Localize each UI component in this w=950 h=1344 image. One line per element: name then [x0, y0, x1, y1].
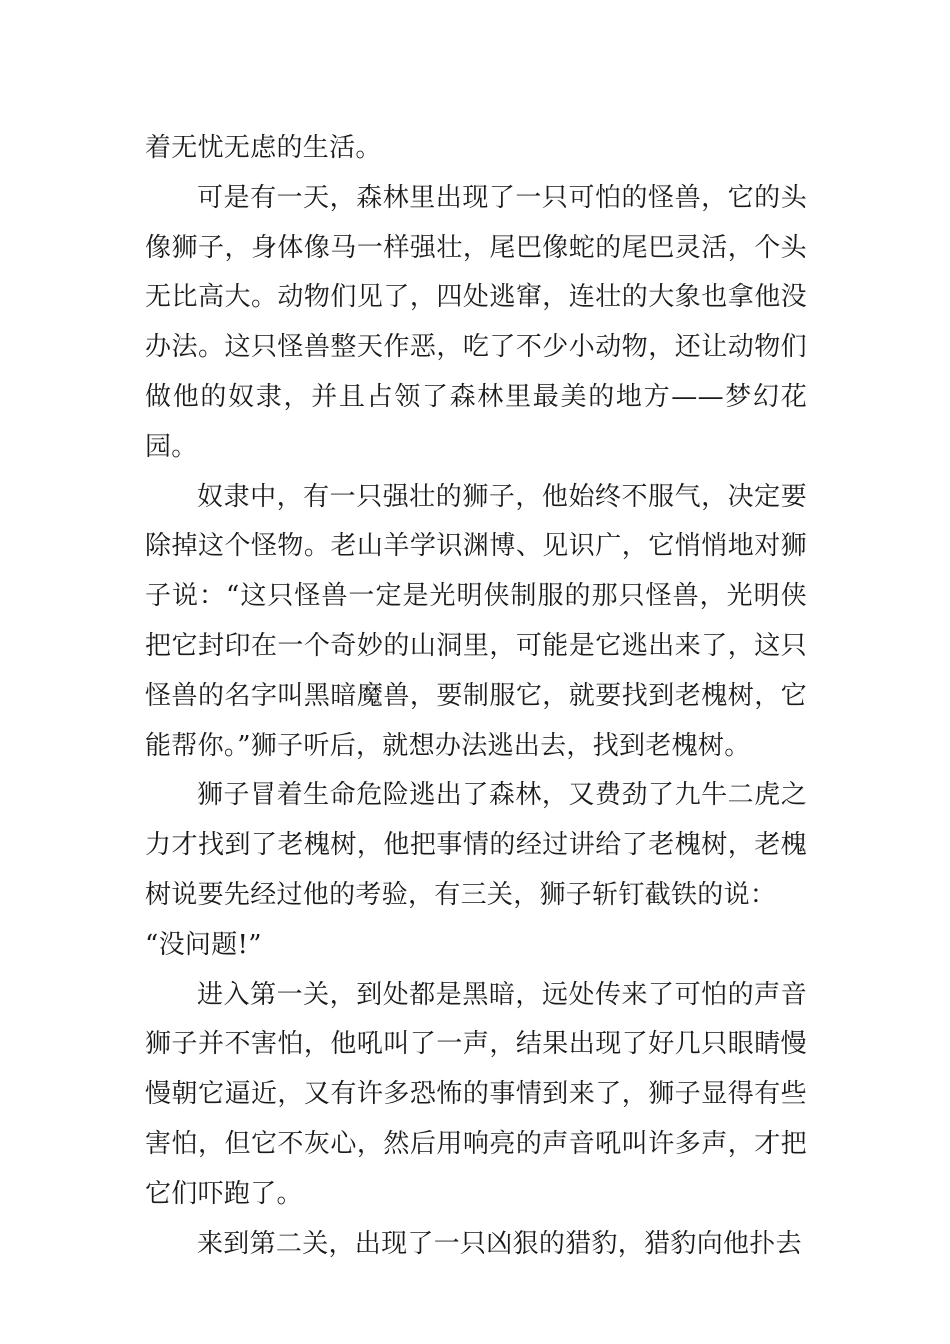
paragraph-lion-and-goat: 奴隶中，有一只强壮的狮子，他始终不服气，决定要除掉这个怪物。老山羊学识渊博、见识广，它悄悄地对狮子说：“这只怪兽一定是光明侠制服的那只怪兽，光明侠把它封印在一个奇妙的山洞里，可能是它逃出来了，这只怪兽的名字叫黑暗魔兽，要制服它，就要找到老槐树，它能帮你。”狮子听后，就想办法逃出去，找到老槐树。 — [145, 481, 807, 761]
story-text — [145, 124, 807, 1269]
paragraph-monster-appears: 可是有一天，森林里出现了一只可怕的怪兽，它的头像狮子，身体像马一样强壮，尾巴像蛇的尾巴灵活，个头无比高大。动物们见了，四处逃窜，连壮的大象也拿他没办法。这只怪兽整天作恶，吃了不少小动物，还让动物们做他的奴隶，并且占领了森林里最美的地方——梦幻花园。 — [145, 182, 807, 462]
paragraph-no-problem: “没问题!” — [145, 929, 262, 960]
paragraph-second-trial: 来到第二关，出现了一只凶狠的猎豹，猎豹向他扑去 — [197, 1228, 802, 1259]
paragraph-first-trial: 进入第一关，到处都是黑暗，远处传来了可怕的声音狮子并不害怕，他吼叫了一声，结果出现了好几只眼睛慢慢朝它逼近，又有许多恐怖的事情到来了，狮子显得有些害怕，但它不灰心，然后用响亮的声音吼叫许多声，才把它们吓跑了。 — [145, 979, 807, 1209]
paragraph-finding-tree: 狮子冒着生命危险逃出了森林，又费劲了九牛二虎之力才找到了老槐树，他把事情的经过讲给了老槐树，老槐树说要先经过他的考验，有三关，狮子斩钉截铁的说： — [145, 780, 807, 910]
paragraph-continuation: 着无忧无虑的生活。 — [145, 133, 382, 163]
